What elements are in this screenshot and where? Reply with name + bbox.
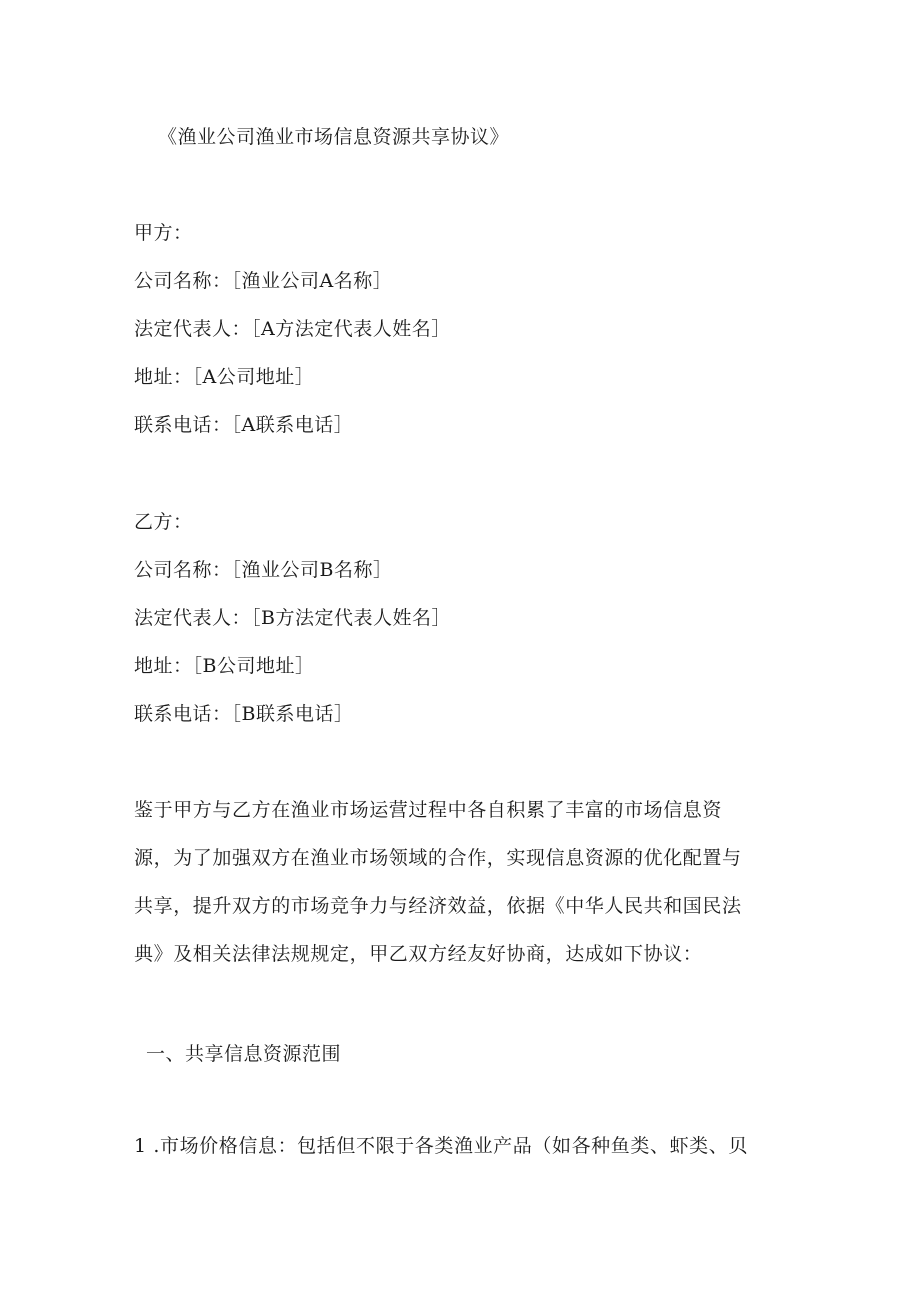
party-a-legal-rep: 法定代表人：［A方法定代表人姓名］ [134, 318, 451, 340]
section-heading: 一、共享信息资源范围 [146, 1043, 342, 1065]
preamble-line: 源，为了加强双方在渔业市场领域的合作，实现信息资源的优化配置与 [134, 847, 742, 869]
document-title: 《渔业公司渔业市场信息资源共享协议》 [158, 126, 510, 148]
party-b-legal-rep: 法定代表人：［B方法定代表人姓名］ [134, 607, 451, 629]
party-b-company-name: 公司名称：［渔业公司B名称］ [134, 559, 393, 581]
party-a-heading: 甲方： [134, 222, 193, 244]
preamble-line: 鉴于甲方与乙方在渔业市场运营过程中各自积累了丰富的市场信息资 [134, 799, 723, 821]
preamble-line: 共享，提升双方的市场竞争力与经济效益，依据《中华人民共和国民法 [134, 895, 742, 917]
party-b-heading: 乙方： [134, 511, 193, 533]
party-a-company-name: 公司名称：［渔业公司A名称］ [134, 270, 393, 292]
party-b-address: 地址：［B公司地址］ [134, 655, 315, 677]
preamble-paragraph [134, 786, 766, 978]
party-a-phone: 联系电话：［A联系电话］ [134, 414, 354, 436]
list-item: 1 .市场价格信息：包括但不限于各类渔业产品（如各种鱼类、虾类、贝 [134, 1135, 748, 1157]
party-a-address: 地址：［A公司地址］ [134, 366, 315, 388]
preamble-line: 典》及相关法律法规规定，甲乙双方经友好协商，达成如下协议： [134, 943, 703, 965]
party-b-phone: 联系电话：［B联系电话］ [134, 703, 354, 725]
